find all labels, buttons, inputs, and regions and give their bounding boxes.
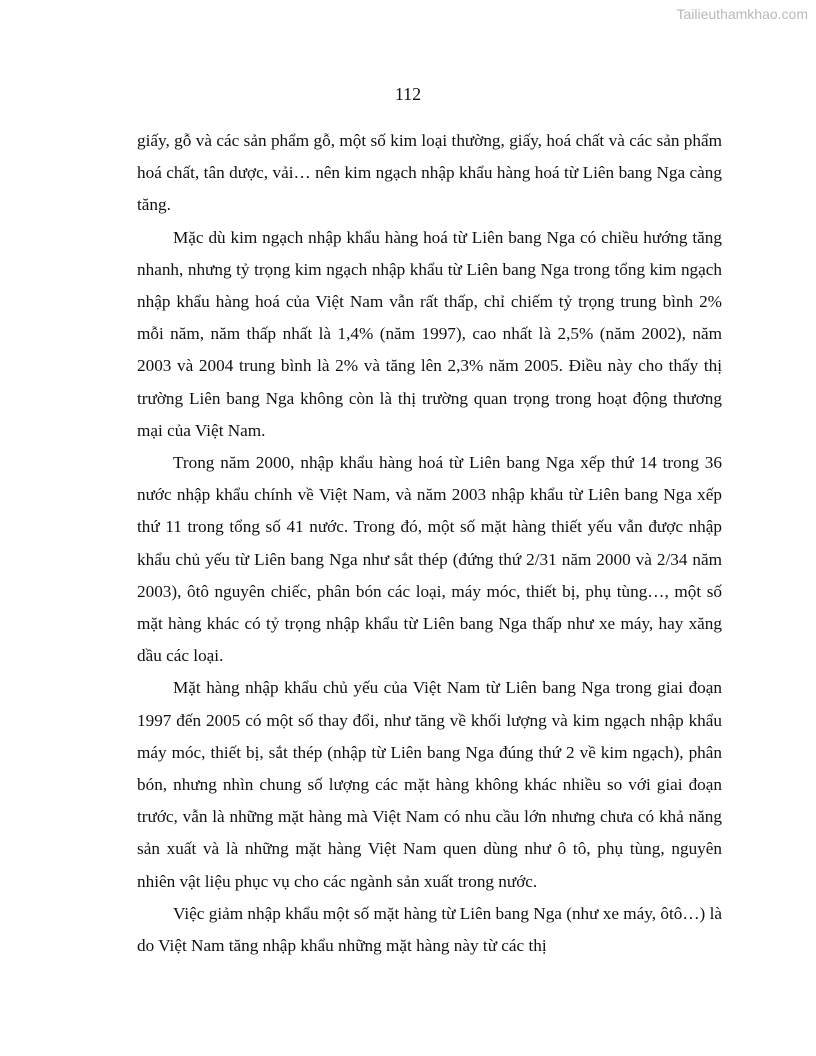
- paragraph-1: giấy, gỗ và các sản phẩm gỗ, một số kim loại thường, giấy, hoá chất và các sản phẩm hoá chất, tân dược, vải… nên kim ngạch nhập khẩu hàng hoá từ Liên bang Nga càng tăng.: [137, 131, 722, 215]
- document-body: [137, 125, 722, 962]
- paragraph-2: Mặc dù kim ngạch nhập khẩu hàng hoá từ Liên bang Nga có chiều hướng tăng nhanh, nhưng tỷ trọng kim ngạch nhập khẩu từ Liên bang Nga trong tổng kim ngạch nhập khẩu hàng hoá của Việt Nam vẫn rất thấp, chỉ chiếm tỷ trọng trung bình 2% mỗi năm, năm thấp nhất là 1,4% (năm 1997), cao nhất là 2,5% (năm 2002), năm 2003 và 2004 trung bình là 2% và tăng lên 2,3% năm 2005. Điều này cho thấy thị trường Liên bang Nga không còn là thị trường quan trọng trong hoạt động thương mại của Việt Nam.: [137, 227, 722, 440]
- page-number: 112: [394, 84, 422, 104]
- paragraph-5: Việc giảm nhập khẩu một số mặt hàng từ Liên bang Nga (như xe máy, ôtô…) là do Việt Nam tăng nhập khẩu những mặt hàng này từ các thị: [137, 903, 722, 956]
- paragraph-4: Mặt hàng nhập khẩu chủ yếu của Việt Nam từ Liên bang Nga trong giai đoạn 1997 đến 2005 có một số thay đổi, như tăng về khối lượng và kim ngạch nhập khẩu máy móc, thiết bị, sắt thép (nhập từ Liên bang Nga đúng thứ 2 về kim ngạch), phân bón, nhưng nhìn chung số lượng các mặt hàng không khác nhiều so với giai đoạn trước, vẫn là những mặt hàng mà Việt Nam có nhu cầu lớn nhưng chưa có khả năng sản xuất và là những mặt hàng Việt Nam quen dùng như ô tô, phụ tùng, nguyên nhiên vật liệu phục vụ cho các ngành sản xuất trong nước.: [137, 678, 722, 891]
- paragraph-3: Trong năm 2000, nhập khẩu hàng hoá từ Liên bang Nga xếp thứ 14 trong 36 nước nhập khẩu chính về Việt Nam, và năm 2003 nhập khẩu từ Liên bang Nga xếp thứ 11 trong tổng số 41 nước. Trong đó, một số mặt hàng thiết yếu vẫn được nhập khẩu chủ yếu từ Liên bang Nga như sắt thép (đứng thứ 2/31 năm 2000 và 2/34 năm 2003), ôtô nguyên chiếc, phân bón các loại, máy móc, thiết bị, phụ tùng…, một số mặt hàng khác có tỷ trọng nhập khẩu từ Liên bang Nga thấp như xe máy, hay xăng dầu các loại.: [137, 453, 722, 666]
- watermark: Tailieuthamkhao.com: [676, 6, 808, 22]
